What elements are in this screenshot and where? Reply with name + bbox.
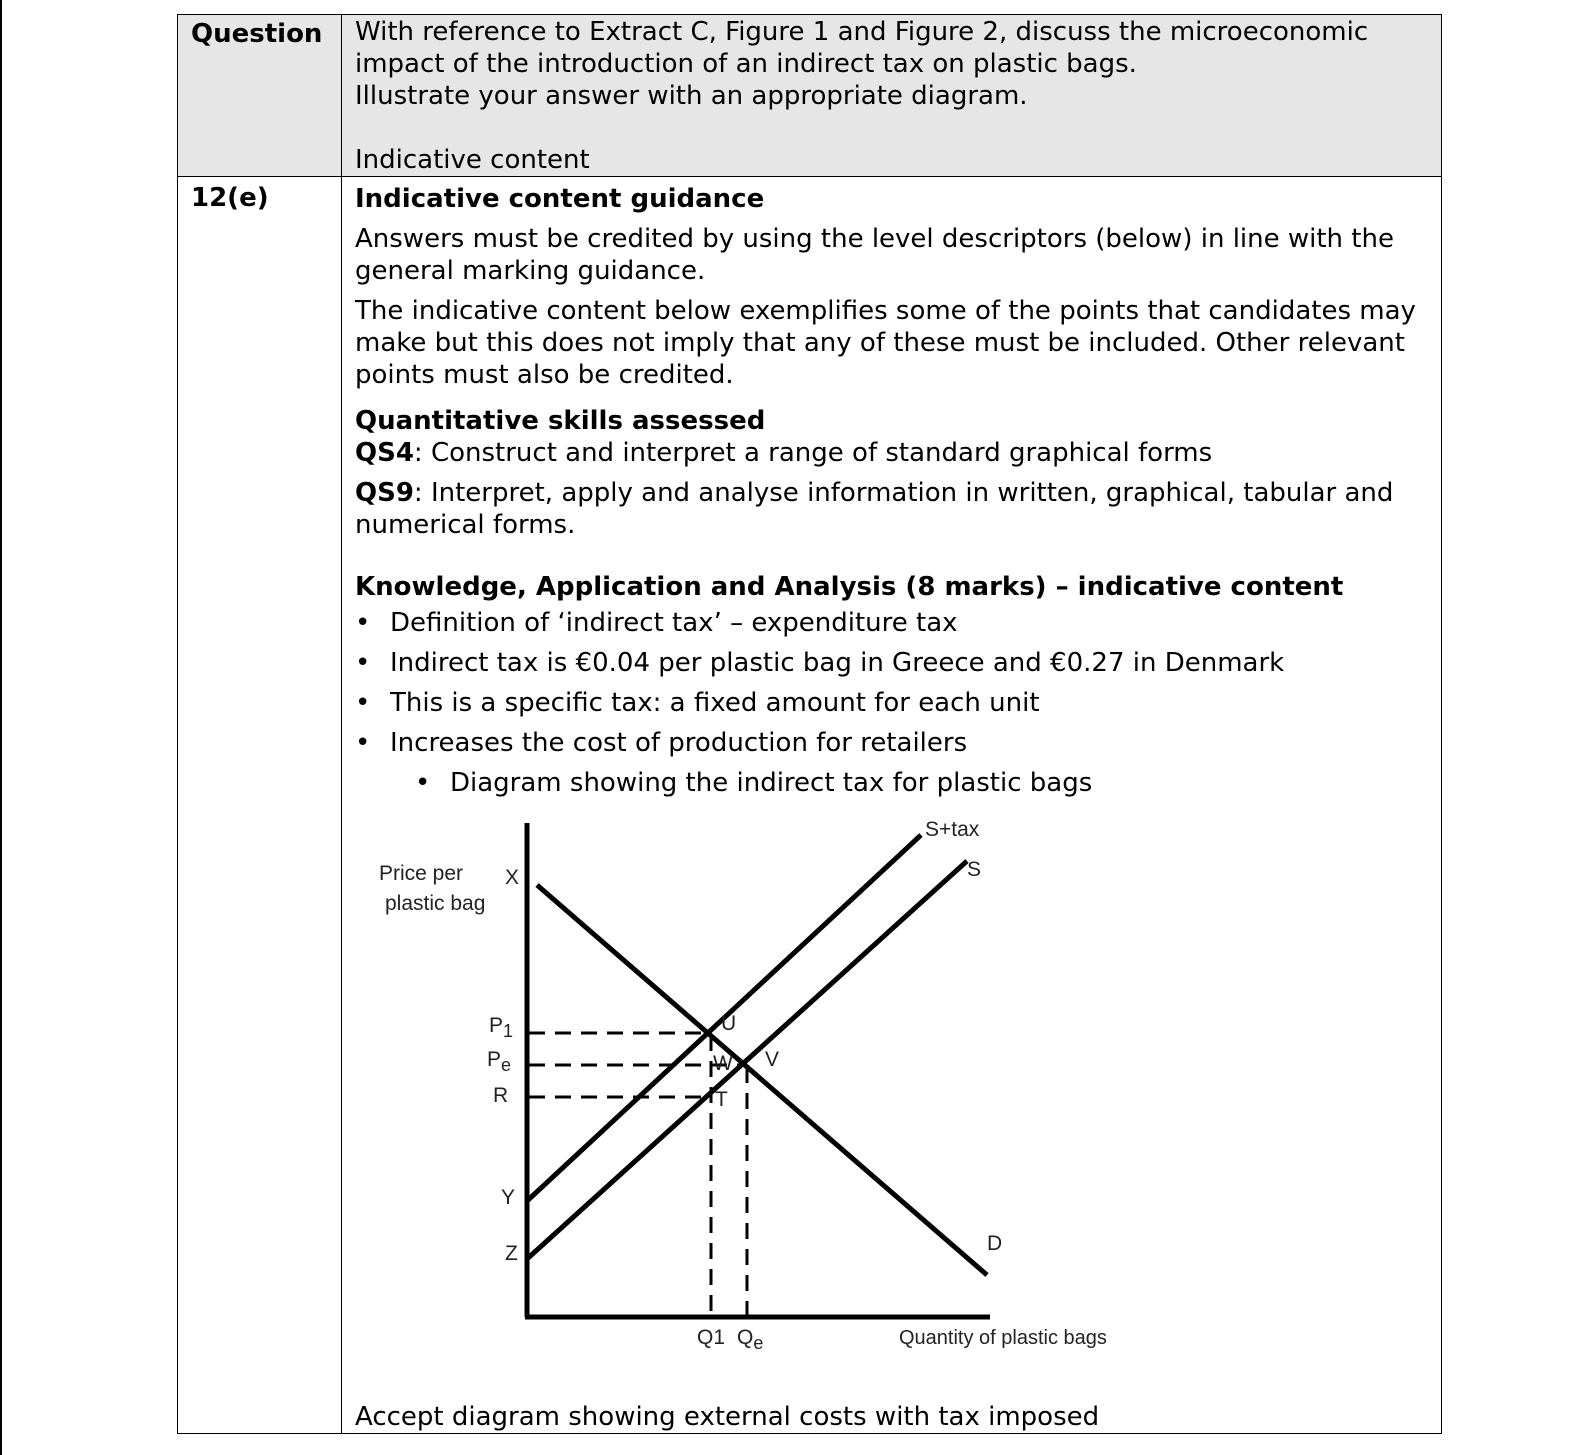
kaa-heading: Knowledge, Application and Analysis (8 marks) – indicative content bbox=[355, 572, 1344, 602]
guidance-paragraph-2: The indicative content below exemplifies some of the points that candidates may make but this does not imply that any of these must be included. Other relevant points must also be credited. bbox=[355, 296, 1416, 390]
qs9-code: QS9 bbox=[355, 478, 414, 508]
bullet-item: • This is a specific tax: a fixed amount for each unit bbox=[355, 688, 1040, 718]
price-label-p1: $P_1$ bbox=[489, 1014, 514, 1042]
point-label-u: U bbox=[721, 1012, 737, 1035]
question-number: 12(e) bbox=[191, 183, 269, 213]
bullet-list bbox=[355, 607, 1429, 799]
question-label-cell bbox=[178, 15, 342, 177]
bullet-item: • Indirect tax is €0.04 per plastic bag in Greece and €0.27 in Denmark bbox=[355, 648, 1285, 678]
y-axis-label-line-1: Price per bbox=[379, 862, 464, 885]
question-label: Question bbox=[191, 19, 323, 49]
question-line-1: With reference to Extract C, Figure 1 and Figure 2, discuss the microeconomic bbox=[355, 17, 1369, 47]
d-label: D bbox=[987, 1232, 1003, 1255]
price-label-pe: $P_e$ bbox=[487, 1048, 512, 1076]
quantity-label-qe: $Q_e$ bbox=[737, 1326, 764, 1354]
question-line-3: Illustrate your answer with an appropriate diagram. bbox=[355, 81, 1028, 111]
point-label-v: V bbox=[765, 1048, 780, 1071]
quantity-label-q1: Q1 bbox=[697, 1326, 726, 1349]
qs4-line bbox=[355, 437, 1429, 469]
bullet-item: • Increases the cost of production for retailers bbox=[355, 728, 968, 758]
x-axis-label: Quantity of plastic bags bbox=[899, 1327, 1107, 1349]
bullet-icon: • bbox=[355, 728, 371, 758]
accept-note: Accept diagram showing external costs with tax imposed bbox=[355, 1402, 1100, 1432]
page-left-border bbox=[0, 0, 2, 1455]
tax-diagram bbox=[355, 813, 1115, 1393]
bullet-icon: • bbox=[415, 768, 431, 798]
y-axis-label-line-2: plastic bag bbox=[385, 892, 486, 915]
price-label-x: X bbox=[505, 866, 520, 889]
answer-content-cell bbox=[342, 177, 1442, 1434]
bullet-icon: • bbox=[355, 648, 371, 678]
point-label-t: T bbox=[715, 1088, 728, 1111]
qs9-text: : Interpret, apply and analyse information in written, graphical, tabular and numerical forms. bbox=[355, 478, 1394, 540]
demand-curve bbox=[537, 885, 987, 1275]
point-label-w: W bbox=[713, 1052, 733, 1075]
price-label-y: Y bbox=[501, 1186, 516, 1209]
sub-bullet-item: • Diagram showing the indirect tax for plastic bags bbox=[415, 768, 1093, 798]
question-line-2: impact of the introduction of an indirect tax on plastic bags. bbox=[355, 49, 1137, 79]
question-header-row bbox=[178, 15, 1442, 177]
qs4-text: : Construct and interpret a range of standard graphical forms bbox=[413, 438, 1213, 468]
s-label: S bbox=[967, 858, 982, 881]
qs9-line bbox=[355, 477, 1429, 541]
qs-heading: Quantitative skills assessed bbox=[355, 406, 766, 436]
indicative-content-label: Indicative content bbox=[355, 145, 590, 175]
bullet-item: • Definition of ‘indirect tax’ – expenditure tax bbox=[355, 608, 958, 638]
price-label-z: Z bbox=[505, 1242, 518, 1265]
bullet-icon: • bbox=[355, 608, 371, 638]
bullet-icon: • bbox=[355, 688, 371, 718]
guidance-heading: Indicative content guidance bbox=[355, 184, 765, 214]
guidance-paragraph-1: Answers must be credited by using the level descriptors (below) in line with the general marking guidance. bbox=[355, 224, 1394, 286]
question-number-cell bbox=[178, 177, 342, 1434]
s-plus-tax-label: S+tax bbox=[925, 818, 980, 841]
question-text-cell bbox=[342, 15, 1442, 177]
price-label-r: R bbox=[493, 1084, 509, 1107]
mark-scheme-table bbox=[177, 14, 1442, 1434]
answer-row bbox=[178, 177, 1442, 1434]
qs4-code: QS4 bbox=[355, 438, 414, 468]
